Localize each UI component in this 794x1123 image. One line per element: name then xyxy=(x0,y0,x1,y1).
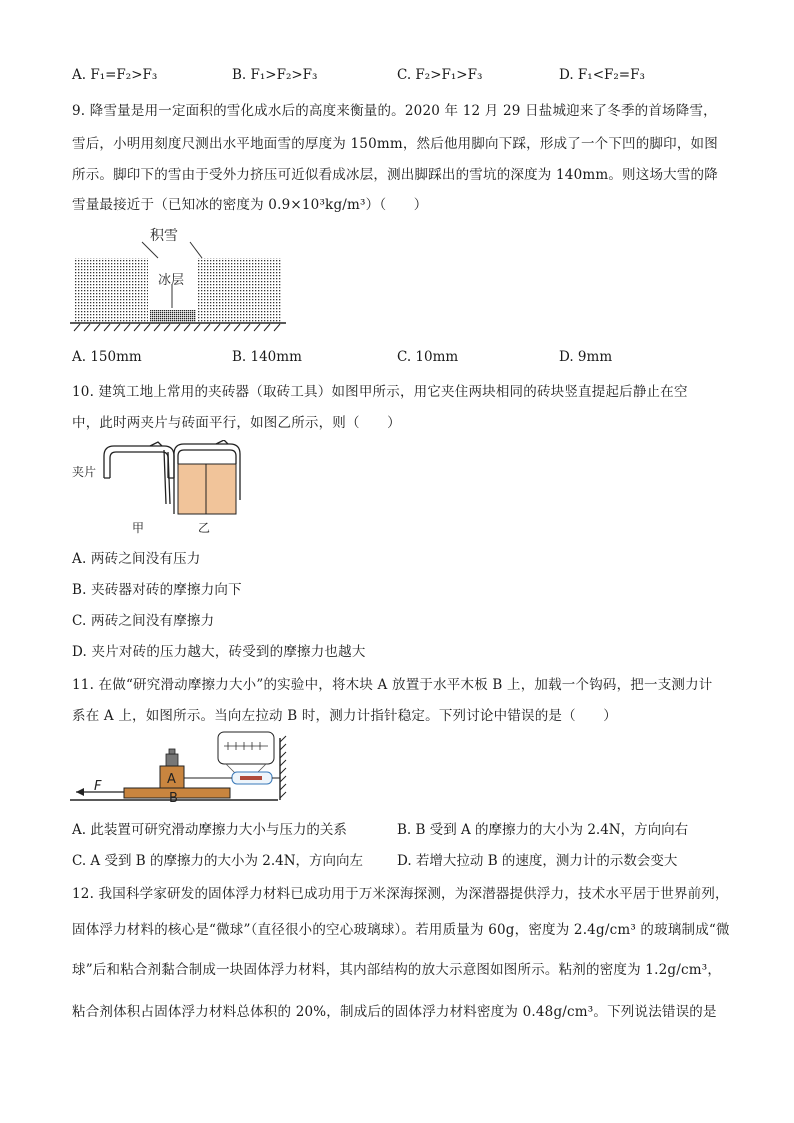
q12-stem-line-2: 固体浮力材料的核心是“微球”（直径很小的空心玻璃球）。若用质量为 60g，密度为 2.4g/cm³ 的玻璃制成“微 xyxy=(72,922,730,938)
q9-option-d: D. 9mm xyxy=(559,349,613,365)
jia-label: 甲 xyxy=(132,521,145,535)
q10-option-c: C. 两砖之间没有摩擦力 xyxy=(72,613,215,629)
board-b-label: B xyxy=(169,791,178,806)
q9-stem-line-4: 雪量最接近于（已知冰的密度为 0.9×10³kg/m³）（ ） xyxy=(72,197,428,213)
q9-option-a: A. 150mm xyxy=(72,349,142,365)
q8-option-d: D. F₁<F₂=F₃ xyxy=(559,67,645,83)
q10-option-d: D. 夹片对砖的压力越大，砖受到的摩擦力也越大 xyxy=(72,644,366,660)
brick-left xyxy=(178,464,206,514)
snow-label: 积雪 xyxy=(150,228,178,244)
force-label: F xyxy=(94,779,102,794)
snow-layer-right xyxy=(198,258,282,322)
q11-stem-line-2: 系在 A 上，如图所示。当向左拉动 B 时，测力计指针稳定。下列讨论中错误的是（ ） xyxy=(72,708,617,724)
q10-stem-line-2: 中，此时两夹片与砖面平行，如图乙所示，则（ ） xyxy=(72,415,401,431)
q11-option-d: D. 若增大拉动 B 的速度，测力计的示数会变大 xyxy=(397,853,678,869)
block-a-label: A xyxy=(167,772,176,787)
q10-option-b: B. 夹砖器对砖的摩擦力向下 xyxy=(72,582,242,598)
q9-stem-line-1: 9. 降雪量是用一定面积的雪化成水后的高度来衡量的。2020 年 12 月 29 日盐城迎来了冬季的首场降雪， xyxy=(72,103,717,119)
q9-option-b: B. 140mm xyxy=(232,349,302,365)
q10-option-a: A. 两砖之间没有压力 xyxy=(72,551,201,567)
ice-layer xyxy=(150,310,196,322)
brick-right xyxy=(206,464,236,514)
q9-stem-line-2: 雪后，小明用刻度尺测出水平地面雪的厚度为 150mm，然后他用脚向下踩，形成了一个下凹的脚印，如图 xyxy=(72,136,718,152)
q11-option-a: A. 此装置可研究滑动摩擦力大小与压力的关系 xyxy=(72,822,347,838)
q8-option-a: A. F₁=F₂>F₃ xyxy=(72,67,158,83)
q11-option-b: B. B 受到 A 的摩擦力的大小为 2.4N，方向向右 xyxy=(397,822,689,838)
scale-dial xyxy=(218,732,274,764)
snow-layer-left xyxy=(74,258,148,322)
hook-weight xyxy=(166,754,178,766)
q9-stem-line-3: 所示。脚印下的雪由于受外力挤压可近似看成冰层，测出脚踩出的雪坑的深度为 140mm。则这场大雪的降 xyxy=(72,167,718,183)
q9-snow-figure xyxy=(66,218,296,340)
q8-option-c: C. F₂>F₁>F₃ xyxy=(397,67,483,83)
q12-stem-line-1: 12. 我国科学家研发的固体浮力材料已成功用于万米深海探测，为深潜器提供浮力，技术水平居于世界前列， xyxy=(72,886,729,902)
q11-option-c: C. A 受到 B 的摩擦力的大小为 2.4N，方向向左 xyxy=(72,853,364,869)
q12-stem-line-4: 粘合剂体积占固体浮力材料总体积的 20%，制成后的固体浮力材料密度为 0.48g/cm³。下列说法错误的是 xyxy=(72,1004,717,1020)
clamp-jia xyxy=(104,442,174,504)
ice-label: 冰层 xyxy=(158,273,185,288)
q11-friction-figure xyxy=(66,728,292,810)
q10-stem-line-1: 10. 建筑工地上常用的夹砖器（取砖工具）如图甲所示，用它夹住两块相同的砖块竖直提起后静止在空 xyxy=(72,384,688,400)
q11-stem-line-1: 11. 在做“研究滑动摩擦力大小”的实验中，将木块 A 放置于水平木板 B 上，加载一个钩码，把一支测力计 xyxy=(72,677,713,693)
clip-label: 夹片 xyxy=(72,465,97,479)
q12-stem-line-3: 球”后和粘合剂黏合制成一块固体浮力材料，其内部结构的放大示意图如图所示。粘剂的密度为 1.2g/cm³， xyxy=(72,962,722,978)
q10-brick-clamp-figure xyxy=(66,440,256,538)
yi-label: 乙 xyxy=(198,521,211,535)
q9-option-c: C. 10mm xyxy=(397,349,459,365)
q8-option-b: B. F₁>F₂>F₃ xyxy=(232,67,318,83)
